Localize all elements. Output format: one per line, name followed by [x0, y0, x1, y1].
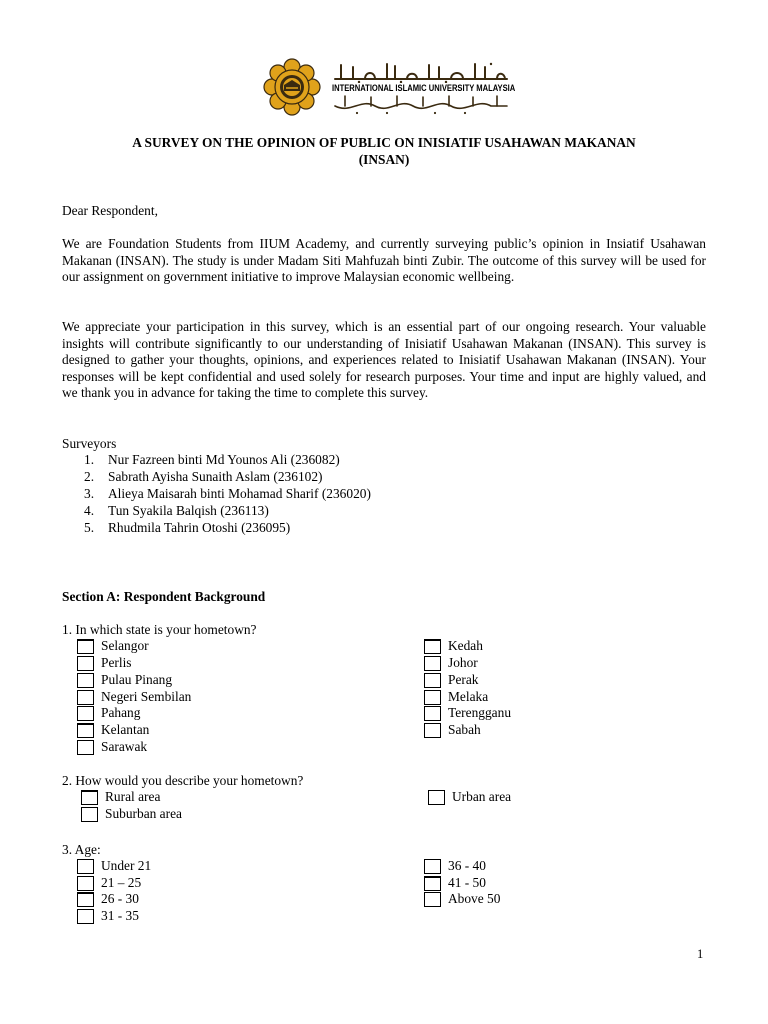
checkbox[interactable] [424, 673, 441, 688]
survey-title [62, 135, 706, 168]
list-item: 2. Sabrath Ayisha Sunaith Aslam (236102) [84, 469, 323, 484]
checkbox[interactable] [424, 656, 441, 671]
arabic-name-graphic [331, 61, 511, 83]
surveyor-list [84, 452, 371, 537]
checkbox[interactable] [424, 892, 441, 907]
question-2: 2. How would you describe your hometown? [62, 773, 304, 788]
checkbox[interactable] [77, 656, 94, 671]
question-1: 1. In which state is your hometown? [62, 622, 257, 637]
checkbox[interactable] [424, 876, 441, 891]
section-a-heading: Section A: Respondent Background [62, 589, 266, 604]
checkbox[interactable] [81, 807, 98, 822]
checkbox[interactable] [424, 706, 441, 721]
checkbox[interactable] [77, 673, 94, 688]
checkbox[interactable] [77, 876, 94, 891]
checkbox[interactable] [77, 723, 94, 738]
iium-emblem-icon [263, 58, 321, 116]
checkbox[interactable] [77, 859, 94, 874]
checkbox[interactable] [428, 790, 445, 805]
checkbox[interactable] [77, 740, 94, 755]
list-item: 5. Rhudmila Tahrin Otoshi (236095) [84, 520, 291, 535]
checkbox[interactable] [77, 892, 94, 907]
iium-logo [263, 58, 516, 118]
checkbox[interactable] [424, 723, 441, 738]
checkbox[interactable] [77, 706, 94, 721]
question-3: 3. Age: [62, 842, 101, 857]
list-item: 3. Alieya Maisarah binti Mohamad Sharif (236020) [84, 486, 371, 501]
checkbox[interactable] [424, 639, 441, 654]
intro-paragraph: We are Foundation Students from IIUM Academy, and currently surveying public’s opinion in Insiatif Usahawan Makanan (INSAN). The study is under Madam Siti Mahfuzah binti Zubir. The outcome of this survey will be used for our assignment on government initiative to improve Malaysian economic wellbeing. [62, 236, 706, 284]
university-name: INTERNATIONAL ISLAMIC UNIVERSITY MALAYSIA [332, 83, 516, 94]
checkbox[interactable] [77, 690, 94, 705]
list-item: 1. Nur Fazreen binti Md Younos Ali (236082) [84, 452, 340, 467]
checkbox[interactable] [77, 639, 94, 654]
checkbox[interactable] [81, 790, 98, 805]
checkbox[interactable] [424, 690, 441, 705]
title-line-2: (INSAN) [358, 151, 410, 167]
survey-page: INTERNATIONAL ISLAMIC UNIVERSITY MALAYSIA A SURVEY ON THE OPINION OF PUBLIC ON INISIATIF USAHAWAN MAKANAN (INSAN) Dear Respondent, We are Foundation Students from IIUM Academy, and currently surveying public’s opinion in Insiatif Usahawan Makanan (INSAN). The study is under Madam Siti Mahfuzah binti Zubir. The outcome of this survey will be used for our assignment on government initiative to improve Malaysian economic wellbeing. We appreciate your participation in this survey, which is an essential part of our ongoing research. Your valuable insights will contribute significantly to our understanding of Inisiatif Usahawan Makanan (INSAN). This survey is designed to gather your thoughts, opinions, and experiences related to Inisiatif Usahawan Makanan (INSAN). Your responses will be kept confidential and used solely for research purposes. Your time and input are highly valued, and we thank you in advance for taking the time to complete this survey. Surveyors 1. Nur Fazreen binti Md Younos Ali (236082) 2. Sabrath Ayisha Sunaith Aslam (236102) 3. Alieya Maisarah binti Mohamad Sharif (236020) 4. Tun Syakila Balqish (236113) 5. Rhudmila Tahrin Otoshi (236095) Section A: Respondent Background 1. In which state is your hometown? Selangor Perlis Pulau Pinang Negeri Sembilan Pahang Kelantan Sarawak Kedah Johor Perak Melaka Terengganu Sabah 2. How would you describe your hometown? Rural area Suburban area Urban area 3. Age: Under 21 21 – 25 26 - 30 31 - 35 36 - 40 41 - 50 Above 50 1 [0, 0, 768, 1024]
checkbox[interactable] [424, 859, 441, 874]
list-item: 4. Tun Syakila Balqish (236113) [84, 503, 269, 518]
jawi-name-graphic [331, 94, 511, 116]
appreciation-paragraph: We appreciate your participation in this survey, which is an essential part of our ongoing research. Your valuable insights will contribute significantly to our understanding of Inisiatif Usahawan Makanan (INSAN). This survey is designed to gather your thoughts, opinions, and experiences related to Inisiatif Usahawan Makanan (INSAN). Your responses will be kept confidential and used solely for research purposes. Your time and input are highly valued, and we thank you in advance for taking the time to complete this survey. [62, 319, 706, 400]
title-line-1: A SURVEY ON THE OPINION OF PUBLIC ON INISIATIF USAHAWAN MAKANAN [132, 135, 636, 150]
salutation: Dear Respondent, [62, 203, 158, 218]
checkbox[interactable] [77, 909, 94, 924]
surveyors-label: Surveyors [62, 436, 117, 451]
page-number: 1 [697, 947, 704, 961]
